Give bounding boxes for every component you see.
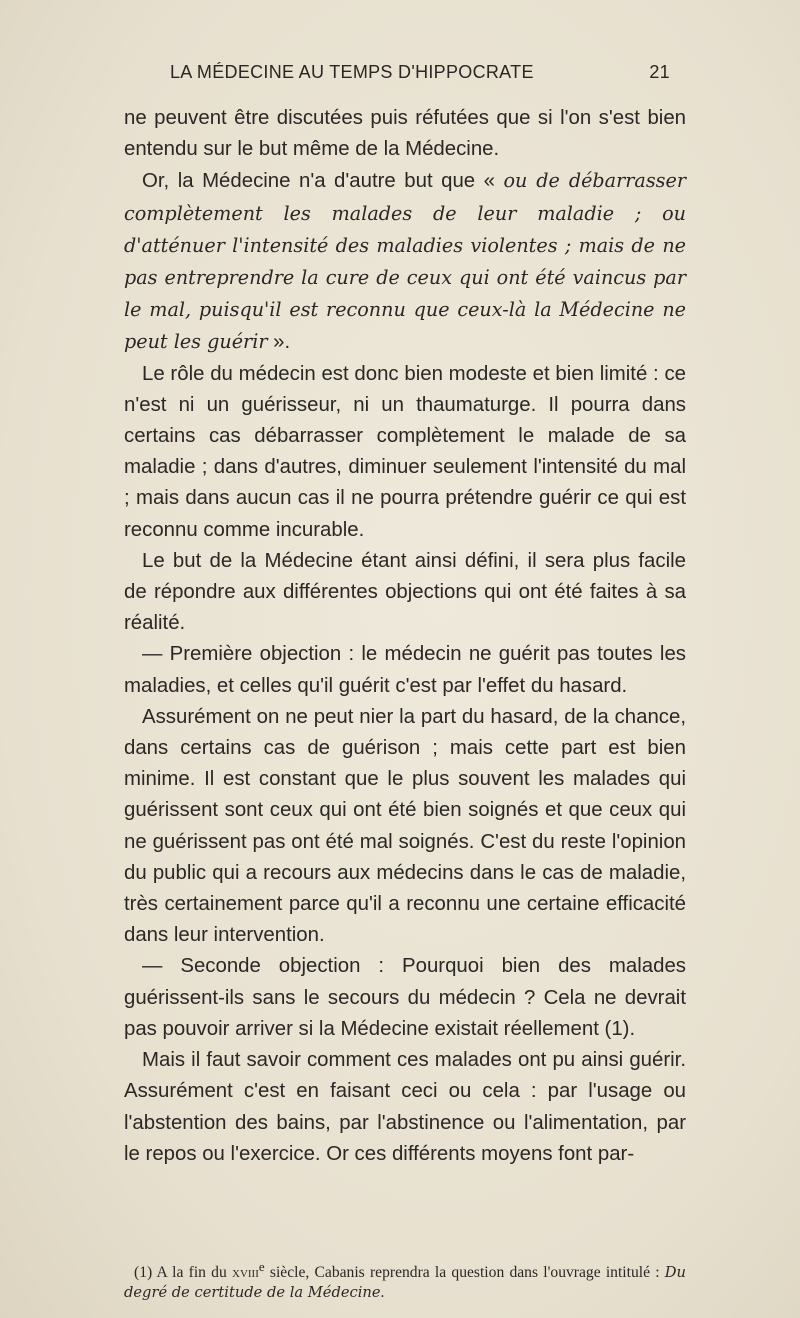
running-title: LA MÉDECINE AU TEMPS D'HIPPOCRATE bbox=[170, 62, 534, 82]
paragraph-3: Le rôle du médecin est donc bien modeste et bien limité : ce n'est ni un guérisseur, ni un thaumaturge. Il pourra dans certains cas débarrasser complètement le malade de sa maladie ; dans d'autres, diminuer seulement l'intensité du mal ; mais dans aucun cas il ne pourra prétendre guérir ce qui est reconnu comme incurable. bbox=[124, 362, 686, 541]
paragraph-2 bbox=[124, 165, 686, 358]
paragraph-5: — Première objection : le médecin ne guérit pas toutes les maladies, et celles qu'il guérit c'est par l'effet du hasard. bbox=[124, 643, 686, 697]
footnote-century-suffix: e bbox=[258, 1259, 265, 1274]
paragraph-7: — Seconde objection : Pourquoi bien des malades guérissent-ils sans le secours du médecin ? Cela ne devrait pas pouvoir arriver si la Médecine existait réellement (1). bbox=[124, 955, 686, 1040]
paragraph-4: Le but de la Médecine étant ainsi défini, il sera plus facile de répondre aux différentes objections qui ont été faites à sa réalité. bbox=[124, 549, 686, 635]
paragraph-8: Mais il faut savoir comment ces malades ont pu ainsi guérir. Assurément c'est en faisant ceci ou cela : par l'usage ou l'abstention des bains, par l'abstinence ou l'alimentation, par le repos ou l'exercice. Or ces différents moyens font par- bbox=[124, 1049, 686, 1165]
paragraph-2-start: Or, la Médecine n'a d'autre but que « bbox=[142, 170, 504, 193]
body-text bbox=[124, 103, 686, 1170]
footnote-book-title: Du degré de certitude de la Médecine bbox=[124, 1264, 686, 1302]
hippocrates-quote: ou de débarrasser complètement les malades de leur maladie ; ou d'atténuer l'intensité des maladies violentes ; mais de ne pas entreprendre la cure de ceux qui ont été vaincus par le mal, puisqu'il est reconnu que ceux-là la Médecine ne peut les guérir bbox=[124, 169, 686, 354]
footnote-text-mid: siècle, Cabanis reprendra la question dans l'ouvrage intitulé : bbox=[264, 1264, 665, 1282]
footnote-text-start: A la fin du bbox=[152, 1264, 232, 1282]
page-number: 21 bbox=[649, 62, 670, 82]
footnote-text-end: . bbox=[380, 1284, 385, 1302]
paragraph-1: ne peuvent être discutées puis réfutées que si l'on s'est bien entendu sur le but même de la Médecine. bbox=[124, 107, 686, 161]
page-header bbox=[130, 62, 670, 86]
footnote-century: xviii bbox=[232, 1264, 259, 1282]
footnote-marker: (1) bbox=[134, 1264, 153, 1282]
paragraph-6: Assurément on ne peut nier la part du hasard, de la chance, dans certains cas de guérison ; mais cette part est bien minime. Il est constant que le plus souvent les malades qui guérissent sont ceux qui ont été bien soignés et que ceux qui ne guérissent pas ont été mal soignés. C'est du reste l'opinion du public qui a recours aux médecins dans le cas de maladie, très certainement parce qu'il a reconnu une certaine efficacité dans leur intervention. bbox=[124, 705, 686, 947]
paragraph-2-end: ». bbox=[267, 331, 291, 354]
footnote bbox=[124, 1257, 686, 1303]
